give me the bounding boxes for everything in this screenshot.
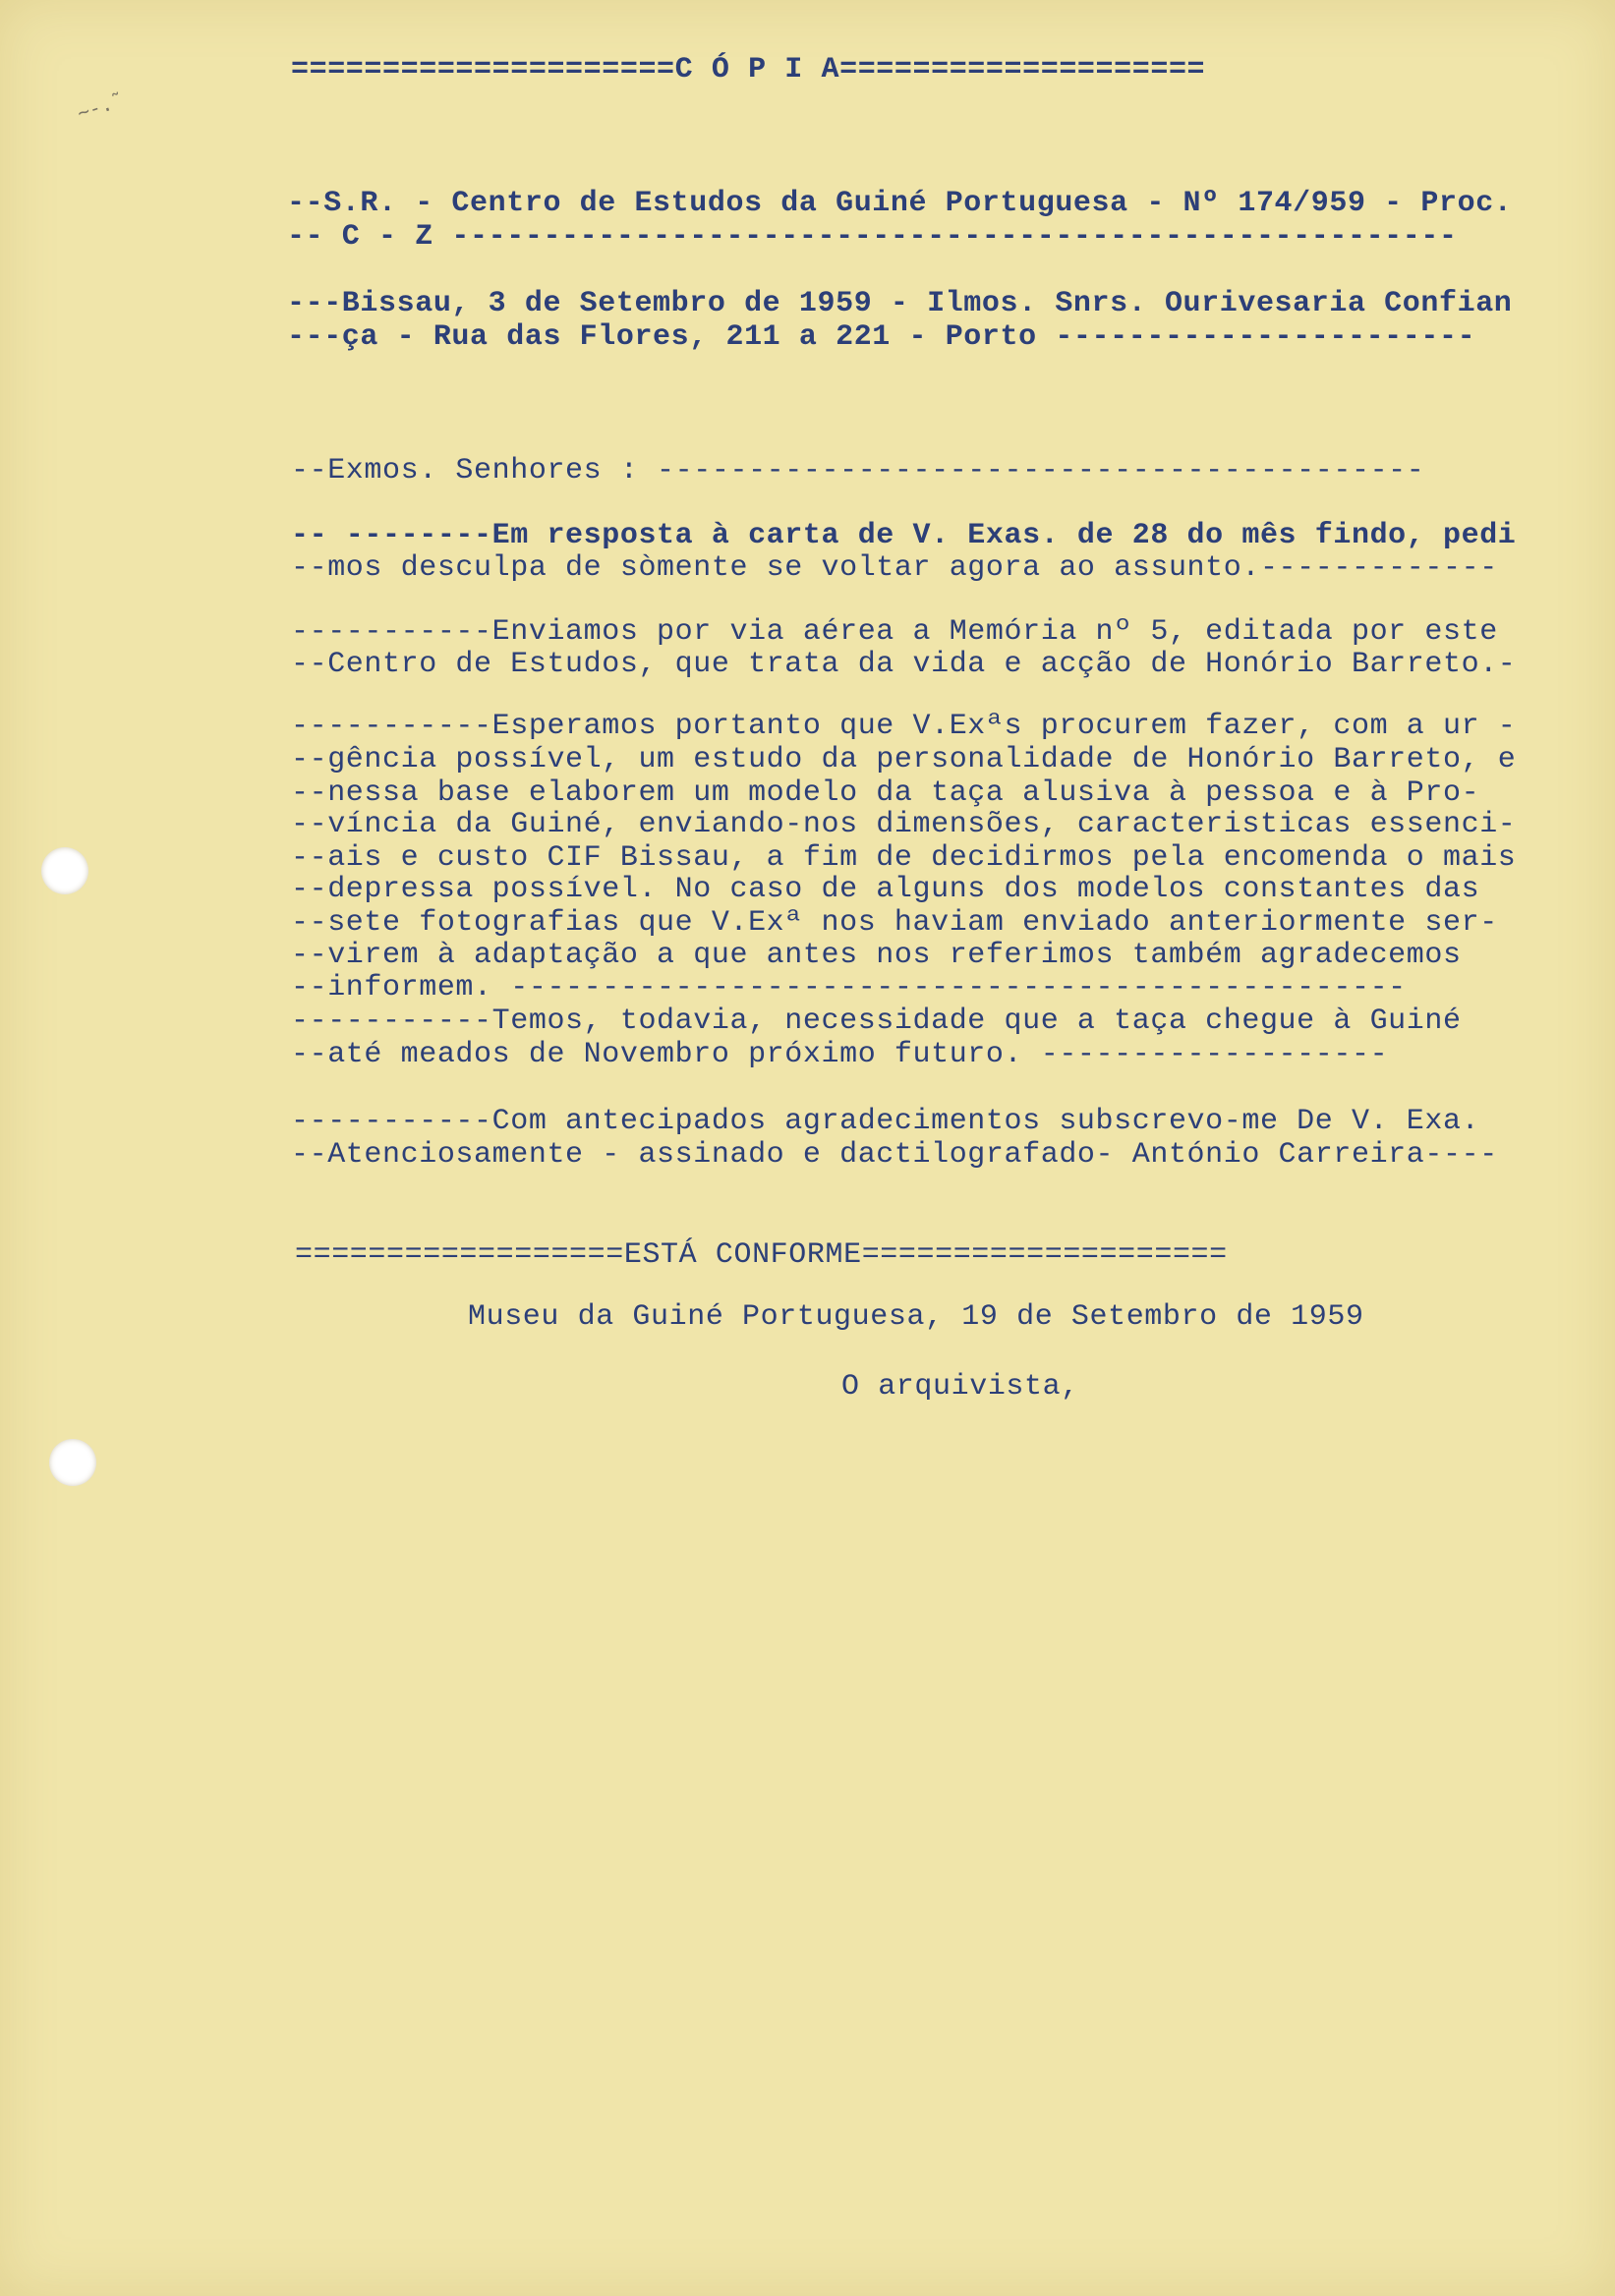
paragraph-3-line-5: --ais e custo CIF Bissau, a fim de decidirmos pela encomenda o mais [291,841,1517,875]
paragraph-3-line-3: --nessa base elaborem um modelo da taça alusiva à pessoa e à Pro- [291,776,1480,810]
paragraph-3-line-11: --até meados de Novembro próximo futuro. ------------------- [291,1038,1389,1071]
place-date: Museu da Guiné Portuguesa, 19 de Setembro de 1959 [468,1300,1364,1334]
closing-line-1: -----------Com antecipados agradecimentos subscrevo-me De V. Exa. [291,1105,1480,1138]
paragraph-3-line-10: -----------Temos, todavia, necessidade que a taça chegue à Guiné [291,1004,1462,1038]
paragraph-1-line-1: -- --------Em resposta à carta de V. Exas. de 28 do mês findo, pedi [291,519,1517,552]
reference-line-1: --S.R. - Centro de Estudos da Guiné Portuguesa - Nº 174/959 - Proc. [287,187,1513,220]
closing-line-2: --Atenciosamente - assinado e dactilografado- António Carreira---- [291,1138,1498,1172]
punch-hole-bottom [49,1439,96,1486]
address-line-2: ---ça - Rua das Flores, 211 a 221 - Porto ----------------------- [287,320,1476,354]
paragraph-3-line-7: --sete fotografias que V.Exª nos haviam enviado anteriormente ser- [291,906,1498,940]
paragraph-3-line-6: --depressa possível. No caso de alguns dos modelos constantes das [291,873,1480,906]
salutation: --Exmos. Senhores : ------------------------------------------ [291,454,1425,488]
paragraph-3-line-8: --virem à adaptação a que antes nos referimos também agradecemos [291,939,1462,972]
paragraph-2-line-2: --Centro de Estudos, que trata da vida e acção de Honório Barreto.- [291,648,1517,681]
signature-title: O arquivista, [841,1370,1079,1404]
paragraph-3-line-2: --gência possível, um estudo da personalidade de Honório Barreto, e [291,743,1517,776]
punch-hole-top [41,847,88,894]
conforme-line: ==================ESTÁ CONFORME==================== [295,1238,1228,1272]
paragraph-1-line-2: --mos desculpa de sòmente se voltar agora ao assunto.------------- [291,551,1498,585]
paragraph-3-line-9: --informem. ------------------------------------------------- [291,971,1407,1004]
reference-line-2: -- C - Z ------------------------------------------------------- [287,220,1458,254]
paragraph-3-line-1: -----------Esperamos portanto que V.Exªs procurem fazer, com a ur - [291,710,1517,743]
pencil-mark: ~-.˜ [74,87,127,125]
address-line-1: ---Bissau, 3 de Setembro de 1959 - Ilmos. Snrs. Ourivesaria Confian [287,287,1513,320]
paragraph-2-line-1: -----------Enviamos por via aérea a Memória nº 5, editada por este [291,615,1498,649]
paragraph-3-line-4: --víncia da Guiné, enviando-nos dimensões, caracteristicas essenci- [291,808,1517,841]
copy-header: =====================C Ó P I A==================== [291,53,1206,86]
